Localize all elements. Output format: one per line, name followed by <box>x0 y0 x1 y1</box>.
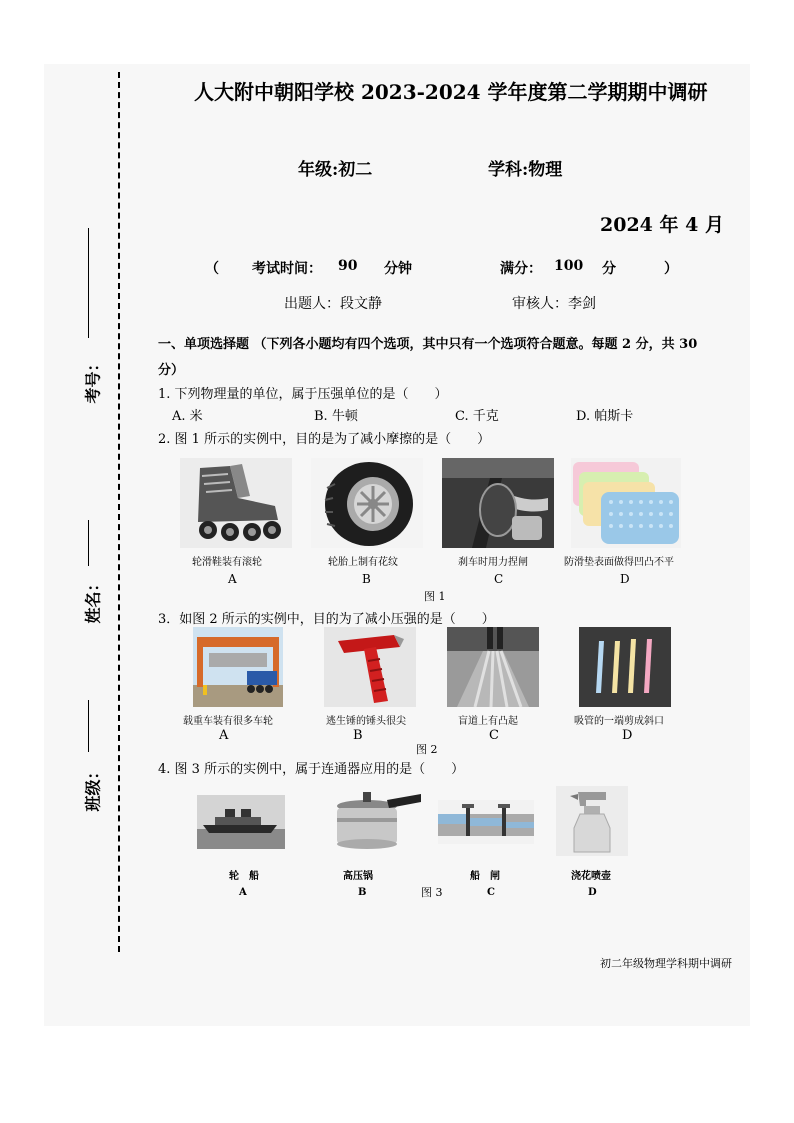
time-value: 90 <box>338 258 358 274</box>
anti-slip-mat-image <box>571 458 681 548</box>
binding-dashed-line <box>118 72 120 952</box>
question-3: 3．如图 2 所示的实例中，目的为了减小压强的是（ ） <box>158 612 495 627</box>
q3-option-a[interactable]: A <box>219 728 229 743</box>
question-1: 1. 下列物理量的单位，属于压强单位的是（ ） <box>158 387 448 402</box>
figure-3-label: 图 3 <box>421 886 443 899</box>
class-label: 班级： <box>83 763 103 812</box>
q4-caption-d: 浇花喷壶 <box>571 871 611 882</box>
roller-skate-image <box>180 458 292 548</box>
score-unit: 分 <box>602 261 616 277</box>
q3-caption-c: 盲道上有凸起 <box>458 716 518 727</box>
score-label: 满分： <box>500 261 542 277</box>
pressure-cooker-image <box>327 788 423 854</box>
grade-label: 年级:初二 <box>298 160 373 180</box>
section-heading: 一、单项选择题 （下列各小题均有四个选项，其中只有一个选项符合题意。每题 2 分，共 30 <box>158 337 698 352</box>
q3-option-b[interactable]: B <box>353 728 363 743</box>
tactile-path-image <box>447 627 539 707</box>
reviewer-label: 审核人：李剑 <box>512 296 596 312</box>
q2-option-c[interactable]: C <box>494 572 504 586</box>
exam-no-rule <box>88 228 89 338</box>
spray-bottle-image <box>556 786 628 856</box>
q4-option-d[interactable]: D <box>588 887 597 898</box>
q4-caption-a: 轮 船 <box>229 871 259 882</box>
q2-caption-a: 轮滑鞋装有滚轮 <box>192 557 262 568</box>
time-label: 考试时间： <box>252 261 322 277</box>
exam-no-label: 考号： <box>83 355 103 404</box>
q4-caption-c: 船 闸 <box>470 871 500 882</box>
escape-hammer-image <box>324 627 416 707</box>
question-2: 2. 图 1 所示的实例中，目的是为了减小摩擦的是（ ） <box>158 432 491 447</box>
q1-option-a[interactable]: A. 米 <box>172 409 203 424</box>
q2-option-d[interactable]: D <box>620 572 630 586</box>
exam-date: 2024 年 4 月 <box>600 214 724 236</box>
q4-option-c[interactable]: C <box>487 887 495 898</box>
q1-option-c[interactable]: C. 千克 <box>455 409 499 424</box>
q2-caption-d: 防滑垫表面做得凹凸不平 <box>564 557 674 568</box>
straws-image <box>579 627 671 707</box>
q2-caption-c: 刹车时用力捏闸 <box>458 557 528 568</box>
q4-option-a[interactable]: A <box>239 887 247 898</box>
question-4: 4. 图 3 所示的实例中，属于连通器应用的是（ ） <box>158 762 465 777</box>
paren-open: （ <box>205 261 219 277</box>
figure-2-label: 图 2 <box>416 743 438 756</box>
section-heading-cont: 分） <box>158 363 185 378</box>
q1-option-d[interactable]: D. 帕斯卡 <box>576 409 634 424</box>
paren-close: ） <box>664 261 678 277</box>
name-label: 姓名： <box>83 575 103 624</box>
ship-image <box>197 795 285 849</box>
heavy-truck-image <box>193 627 283 707</box>
bike-brake-image <box>442 458 554 548</box>
q3-option-d[interactable]: D <box>622 728 633 743</box>
q2-option-b[interactable]: B <box>362 572 371 586</box>
time-unit: 分钟 <box>384 261 412 277</box>
subject-label: 学科:物理 <box>488 160 563 180</box>
author-label: 出题人：段文静 <box>284 296 382 312</box>
q2-caption-b: 轮胎上制有花纹 <box>328 557 398 568</box>
q1-option-b[interactable]: B. 牛顿 <box>314 409 358 424</box>
q3-option-c[interactable]: C <box>489 728 499 743</box>
q2-option-a[interactable]: A <box>228 572 237 586</box>
figure-1-label: 图 1 <box>424 590 446 603</box>
q4-option-b[interactable]: B <box>358 887 367 898</box>
class-rule <box>88 700 89 752</box>
page-footer: 初二年级物理学科期中调研 <box>600 957 732 970</box>
tire-image <box>311 458 423 548</box>
score-value: 100 <box>554 258 584 274</box>
q3-caption-a: 载重车装有很多车轮 <box>183 716 273 727</box>
name-rule <box>88 520 89 566</box>
q3-caption-d: 吸管的一端剪成斜口 <box>574 716 664 727</box>
q4-caption-b: 高压锅 <box>343 871 373 882</box>
q3-caption-b: 逃生锤的锤头很尖 <box>326 716 406 727</box>
exam-title: 人大附中朝阳学校 2023-2024 学年度第二学期期中调研 <box>194 80 708 104</box>
ship-lock-image <box>438 800 534 844</box>
